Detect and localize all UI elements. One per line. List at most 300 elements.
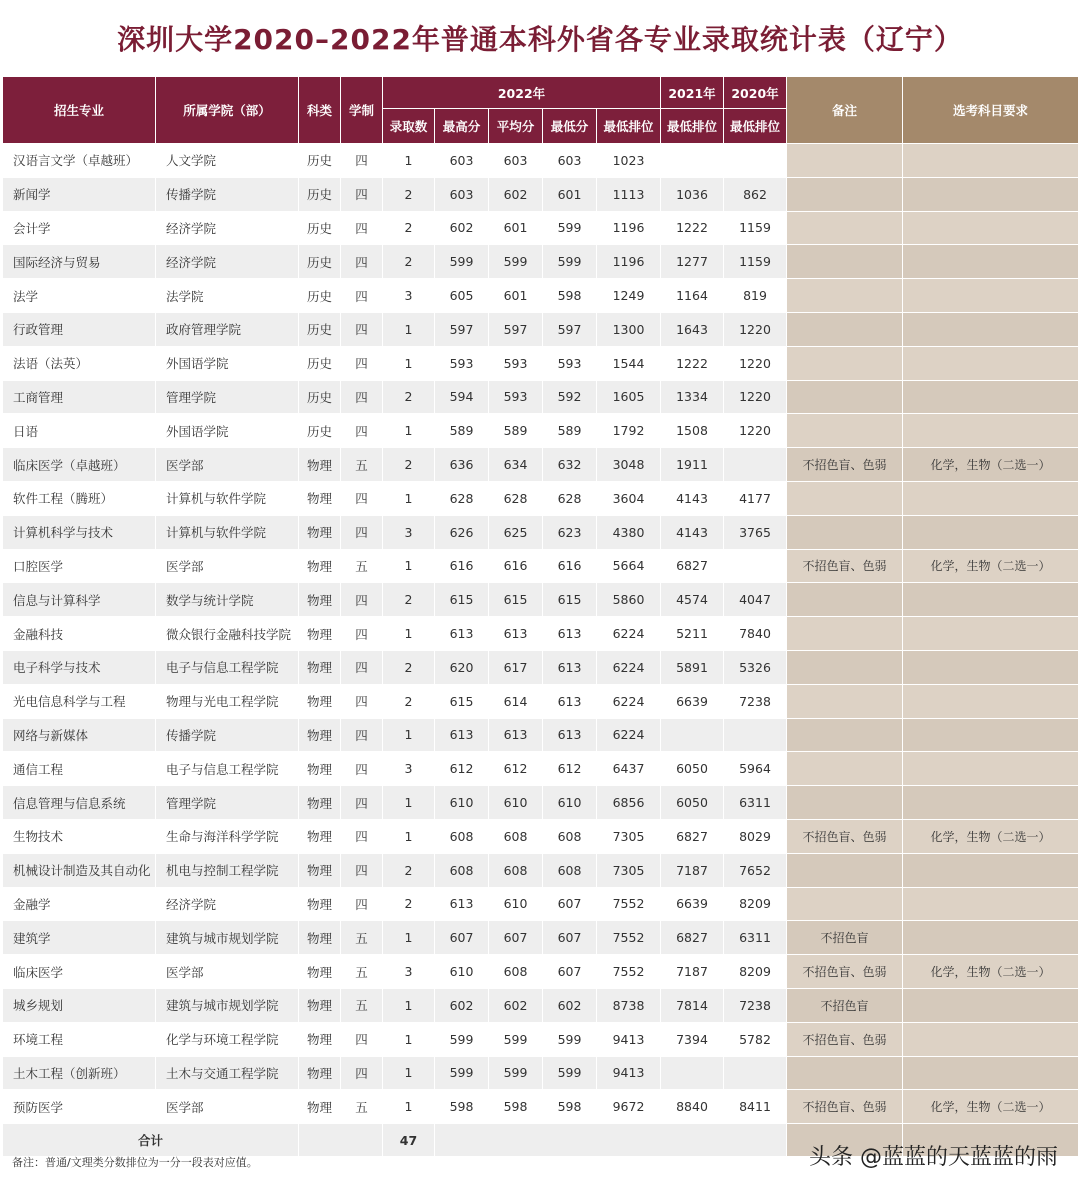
- cell-min-rank-2020: 1220: [724, 380, 787, 414]
- cell-remark: 不招色盲、色弱: [787, 1022, 903, 1056]
- cell-major: 环境工程: [3, 1022, 156, 1056]
- header-avg-score: 平均分: [489, 109, 543, 144]
- cell-major: 机械设计制造及其自动化: [3, 853, 156, 887]
- cell-min-rank-2022: 7552: [597, 955, 661, 989]
- cell-max-score: 626: [435, 515, 489, 549]
- cell-subject: 物理: [299, 549, 341, 583]
- cell-admitted: 1: [383, 414, 435, 448]
- cell-subject: 历史: [299, 211, 341, 245]
- cell-min-rank-2021: 7187: [661, 853, 724, 887]
- cell-years: 四: [341, 211, 383, 245]
- cell-avg-score: 599: [489, 245, 543, 279]
- cell-major: 建筑学: [3, 921, 156, 955]
- cell-major: 工商管理: [3, 380, 156, 414]
- cell-remark: [787, 211, 903, 245]
- cell-major: 土木工程（创新班）: [3, 1056, 156, 1090]
- cell-major: 电子科学与技术: [3, 650, 156, 684]
- cell-admitted: 1: [383, 481, 435, 515]
- cell-years: 四: [341, 414, 383, 448]
- cell-min-rank-2022: 1023: [597, 144, 661, 178]
- table-row: [3, 144, 1079, 178]
- cell-subject: 物理: [299, 887, 341, 921]
- cell-min-score: 608: [543, 819, 597, 853]
- header-subject-req: 选考科目要求: [903, 77, 1079, 144]
- cell-remark: 不招色盲、色弱: [787, 1090, 903, 1124]
- cell-min-score: 598: [543, 1090, 597, 1124]
- cell-avg-score: 608: [489, 819, 543, 853]
- cell-min-rank-2020: 1220: [724, 414, 787, 448]
- cell-max-score: 602: [435, 211, 489, 245]
- cell-min-score: 607: [543, 887, 597, 921]
- cell-max-score: 616: [435, 549, 489, 583]
- cell-college: 土木与交通工程学院: [156, 1056, 299, 1090]
- cell-subject-req: [903, 279, 1079, 313]
- cell-max-score: 615: [435, 684, 489, 718]
- cell-min-rank-2021: 1643: [661, 312, 724, 346]
- cell-subject-req: [903, 414, 1079, 448]
- cell-min-score: 632: [543, 448, 597, 482]
- cell-subject-req: [903, 312, 1079, 346]
- cell-remark: [787, 718, 903, 752]
- cell-subject: 历史: [299, 177, 341, 211]
- cell-major: 生物技术: [3, 819, 156, 853]
- cell-college: 电子与信息工程学院: [156, 752, 299, 786]
- cell-admitted: 2: [383, 211, 435, 245]
- cell-avg-score: 612: [489, 752, 543, 786]
- cell-subject-req: [903, 144, 1079, 178]
- footnote: 备注：普通/文理类分数排位为一分一段表对应值。: [12, 1156, 258, 1169]
- cell-min-rank-2021: 1222: [661, 211, 724, 245]
- cell-max-score: 636: [435, 448, 489, 482]
- cell-min-rank-2020: 8209: [724, 955, 787, 989]
- cell-major: 行政管理: [3, 312, 156, 346]
- cell-min-rank-2021: 1222: [661, 346, 724, 380]
- cell-min-rank-2020: 1220: [724, 312, 787, 346]
- cell-min-rank-2022: 1249: [597, 279, 661, 313]
- table-row: [3, 786, 1079, 820]
- cell-max-score: 608: [435, 819, 489, 853]
- cell-avg-score: 603: [489, 144, 543, 178]
- cell-min-rank-2022: 6437: [597, 752, 661, 786]
- header-remark: 备注: [787, 77, 903, 144]
- cell-admitted: 2: [383, 380, 435, 414]
- cell-min-score: 599: [543, 1056, 597, 1090]
- cell-min-rank-2020: [724, 1056, 787, 1090]
- cell-major: 计算机科学与技术: [3, 515, 156, 549]
- cell-years: 四: [341, 380, 383, 414]
- cell-years: 四: [341, 177, 383, 211]
- cell-min-rank-2021: [661, 718, 724, 752]
- cell-avg-score: 610: [489, 887, 543, 921]
- cell-max-score: 597: [435, 312, 489, 346]
- cell-min-rank-2021: 6050: [661, 752, 724, 786]
- cell-min-rank-2022: 6224: [597, 718, 661, 752]
- cell-major: 金融科技: [3, 617, 156, 651]
- cell-min-rank-2022: 1196: [597, 245, 661, 279]
- cell-subject: 物理: [299, 921, 341, 955]
- cell-admitted: 1: [383, 1022, 435, 1056]
- cell-min-rank-2021: 6639: [661, 684, 724, 718]
- cell-major: 法学: [3, 279, 156, 313]
- cell-min-score: 599: [543, 1022, 597, 1056]
- table-row: [3, 1090, 1079, 1124]
- cell-subject-req: [903, 515, 1079, 549]
- table-row: [3, 684, 1079, 718]
- cell-subject: 物理: [299, 988, 341, 1022]
- cell-max-score: 620: [435, 650, 489, 684]
- cell-min-rank-2021: 1164: [661, 279, 724, 313]
- cell-subject: 物理: [299, 1022, 341, 1056]
- cell-years: 四: [341, 312, 383, 346]
- cell-min-score: 615: [543, 583, 597, 617]
- cell-min-rank-2021: 6050: [661, 786, 724, 820]
- cell-avg-score: 602: [489, 988, 543, 1022]
- cell-subject-req: [903, 853, 1079, 887]
- cell-subject-req: 化学，生物（二选一）: [903, 955, 1079, 989]
- cell-min-score: 610: [543, 786, 597, 820]
- cell-remark: [787, 853, 903, 887]
- cell-min-rank-2020: 7238: [724, 684, 787, 718]
- cell-major: 临床医学: [3, 955, 156, 989]
- cell-college: 传播学院: [156, 177, 299, 211]
- cell-avg-score: 597: [489, 312, 543, 346]
- cell-avg-score: 608: [489, 853, 543, 887]
- cell-admitted: 1: [383, 144, 435, 178]
- cell-college: 建筑与城市规划学院: [156, 921, 299, 955]
- cell-min-rank-2020: [724, 549, 787, 583]
- header-years: 学制: [341, 77, 383, 144]
- cell-college: 化学与环境工程学院: [156, 1022, 299, 1056]
- cell-remark: [787, 414, 903, 448]
- cell-years: 五: [341, 955, 383, 989]
- cell-remark: 不招色盲、色弱: [787, 549, 903, 583]
- cell-admitted: 1: [383, 346, 435, 380]
- cell-min-rank-2022: 6224: [597, 684, 661, 718]
- table-row: [3, 988, 1079, 1022]
- cell-major: 金融学: [3, 887, 156, 921]
- cell-admitted: 2: [383, 650, 435, 684]
- cell-avg-score: 601: [489, 211, 543, 245]
- cell-remark: [787, 1056, 903, 1090]
- table-row: [3, 211, 1079, 245]
- cell-remark: [787, 617, 903, 651]
- cell-remark: [787, 144, 903, 178]
- cell-subject: 物理: [299, 448, 341, 482]
- cell-remark: 不招色盲: [787, 921, 903, 955]
- table-row: [3, 583, 1079, 617]
- cell-min-rank-2021: 6827: [661, 549, 724, 583]
- cell-max-score: 610: [435, 955, 489, 989]
- total-value: 47: [383, 1124, 435, 1157]
- total-empty: [435, 1124, 787, 1157]
- cell-remark: [787, 481, 903, 515]
- cell-college: 法学院: [156, 279, 299, 313]
- cell-major: 通信工程: [3, 752, 156, 786]
- cell-avg-score: 615: [489, 583, 543, 617]
- cell-min-rank-2020: 4047: [724, 583, 787, 617]
- cell-college: 经济学院: [156, 887, 299, 921]
- cell-years: 四: [341, 346, 383, 380]
- cell-min-rank-2021: 5211: [661, 617, 724, 651]
- cell-major: 城乡规划: [3, 988, 156, 1022]
- cell-major: 网络与新媒体: [3, 718, 156, 752]
- cell-admitted: 2: [383, 177, 435, 211]
- total-empty: [299, 1124, 383, 1157]
- cell-major: 预防医学: [3, 1090, 156, 1124]
- cell-min-rank-2022: 1196: [597, 211, 661, 245]
- cell-min-rank-2022: 9413: [597, 1056, 661, 1090]
- cell-admitted: 1: [383, 988, 435, 1022]
- cell-max-score: 603: [435, 144, 489, 178]
- cell-subject-req: [903, 481, 1079, 515]
- cell-min-rank-2021: 8840: [661, 1090, 724, 1124]
- cell-college: 计算机与软件学院: [156, 515, 299, 549]
- cell-min-rank-2022: 1605: [597, 380, 661, 414]
- cell-min-rank-2022: 6856: [597, 786, 661, 820]
- cell-min-rank-2022: 3604: [597, 481, 661, 515]
- header-major: 招生专业: [3, 77, 156, 144]
- cell-remark: 不招色盲: [787, 988, 903, 1022]
- table-row: [3, 414, 1079, 448]
- cell-college: 外国语学院: [156, 346, 299, 380]
- cell-max-score: 608: [435, 853, 489, 887]
- cell-subject-req: 化学，生物（二选一）: [903, 549, 1079, 583]
- cell-subject-req: 化学，生物（二选一）: [903, 448, 1079, 482]
- cell-college: 管理学院: [156, 380, 299, 414]
- cell-major: 日语: [3, 414, 156, 448]
- cell-college: 外国语学院: [156, 414, 299, 448]
- cell-college: 经济学院: [156, 211, 299, 245]
- cell-subject-req: [903, 245, 1079, 279]
- cell-avg-score: 616: [489, 549, 543, 583]
- cell-avg-score: 617: [489, 650, 543, 684]
- cell-min-rank-2020: 6311: [724, 921, 787, 955]
- cell-min-rank-2021: 7814: [661, 988, 724, 1022]
- table-row: [3, 515, 1079, 549]
- cell-min-rank-2021: [661, 1056, 724, 1090]
- cell-min-rank-2022: 1792: [597, 414, 661, 448]
- cell-min-rank-2022: 7305: [597, 853, 661, 887]
- cell-subject: 物理: [299, 752, 341, 786]
- cell-years: 四: [341, 650, 383, 684]
- cell-subject: 历史: [299, 346, 341, 380]
- table-row: [3, 819, 1079, 853]
- cell-subject-req: [903, 718, 1079, 752]
- cell-min-rank-2020: 7652: [724, 853, 787, 887]
- cell-max-score: 598: [435, 1090, 489, 1124]
- table-row: [3, 955, 1079, 989]
- cell-major: 临床医学（卓越班）: [3, 448, 156, 482]
- cell-subject-req: [903, 617, 1079, 651]
- cell-major: 法语（法英）: [3, 346, 156, 380]
- cell-remark: 不招色盲、色弱: [787, 955, 903, 989]
- cell-years: 五: [341, 448, 383, 482]
- cell-max-score: 593: [435, 346, 489, 380]
- cell-admitted: 2: [383, 245, 435, 279]
- cell-admitted: 1: [383, 819, 435, 853]
- cell-years: 四: [341, 144, 383, 178]
- cell-subject-req: [903, 650, 1079, 684]
- cell-min-score: 616: [543, 549, 597, 583]
- cell-years: 四: [341, 718, 383, 752]
- cell-min-rank-2022: 5860: [597, 583, 661, 617]
- cell-min-rank-2022: 4380: [597, 515, 661, 549]
- header-max-score: 最高分: [435, 109, 489, 144]
- header-min-rank-2021: 最低排位: [661, 109, 724, 144]
- cell-subject-req: [903, 684, 1079, 718]
- cell-subject-req: [903, 786, 1079, 820]
- cell-min-rank-2022: 7552: [597, 921, 661, 955]
- cell-years: 四: [341, 786, 383, 820]
- cell-remark: [787, 380, 903, 414]
- cell-college: 电子与信息工程学院: [156, 650, 299, 684]
- cell-avg-score: 599: [489, 1056, 543, 1090]
- cell-years: 四: [341, 245, 383, 279]
- source-watermark: 头条 @蓝蓝的天蓝蓝的雨: [809, 1145, 1058, 1170]
- header-2021: 2021年: [661, 77, 724, 109]
- cell-major: 汉语言文学（卓越班）: [3, 144, 156, 178]
- cell-admitted: 2: [383, 887, 435, 921]
- cell-years: 四: [341, 752, 383, 786]
- cell-years: 四: [341, 853, 383, 887]
- cell-max-score: 594: [435, 380, 489, 414]
- cell-avg-score: 614: [489, 684, 543, 718]
- cell-min-rank-2020: 1220: [724, 346, 787, 380]
- cell-college: 人文学院: [156, 144, 299, 178]
- cell-major: 口腔医学: [3, 549, 156, 583]
- cell-years: 四: [341, 1056, 383, 1090]
- cell-avg-score: 634: [489, 448, 543, 482]
- cell-subject: 物理: [299, 1090, 341, 1124]
- cell-min-rank-2021: 1334: [661, 380, 724, 414]
- table-row: [3, 279, 1079, 313]
- table-body: [3, 144, 1079, 1157]
- cell-admitted: 1: [383, 921, 435, 955]
- cell-min-rank-2020: 5782: [724, 1022, 787, 1056]
- cell-min-rank-2021: 6639: [661, 887, 724, 921]
- header-min-score: 最低分: [543, 109, 597, 144]
- table-row: [3, 245, 1079, 279]
- cell-years: 四: [341, 1022, 383, 1056]
- cell-max-score: 613: [435, 617, 489, 651]
- cell-min-rank-2020: 6311: [724, 786, 787, 820]
- cell-min-rank-2022: 7552: [597, 887, 661, 921]
- cell-min-rank-2021: 6827: [661, 921, 724, 955]
- cell-years: 四: [341, 887, 383, 921]
- cell-college: 管理学院: [156, 786, 299, 820]
- cell-admitted: 3: [383, 515, 435, 549]
- cell-min-rank-2021: 4574: [661, 583, 724, 617]
- cell-min-score: 597: [543, 312, 597, 346]
- cell-subject: 物理: [299, 718, 341, 752]
- cell-major: 国际经济与贸易: [3, 245, 156, 279]
- cell-min-score: 613: [543, 650, 597, 684]
- cell-min-rank-2021: 1508: [661, 414, 724, 448]
- cell-years: 四: [341, 684, 383, 718]
- cell-remark: [787, 887, 903, 921]
- cell-remark: [787, 346, 903, 380]
- cell-admitted: 3: [383, 752, 435, 786]
- cell-subject: 物理: [299, 617, 341, 651]
- cell-max-score: 603: [435, 177, 489, 211]
- table-row: [3, 617, 1079, 651]
- cell-major: 会计学: [3, 211, 156, 245]
- cell-min-score: 589: [543, 414, 597, 448]
- cell-min-score: 602: [543, 988, 597, 1022]
- cell-min-score: 608: [543, 853, 597, 887]
- cell-max-score: 599: [435, 245, 489, 279]
- cell-years: 五: [341, 1090, 383, 1124]
- cell-max-score: 605: [435, 279, 489, 313]
- cell-max-score: 602: [435, 988, 489, 1022]
- cell-admitted: 1: [383, 1056, 435, 1090]
- cell-college: 医学部: [156, 549, 299, 583]
- cell-admitted: 1: [383, 549, 435, 583]
- cell-remark: [787, 279, 903, 313]
- cell-admitted: 1: [383, 312, 435, 346]
- cell-subject-req: [903, 1022, 1079, 1056]
- cell-min-rank-2020: 8029: [724, 819, 787, 853]
- cell-min-score: 628: [543, 481, 597, 515]
- cell-college: 微众银行金融科技学院: [156, 617, 299, 651]
- table-row: [3, 921, 1079, 955]
- cell-college: 生命与海洋科学学院: [156, 819, 299, 853]
- cell-min-score: 623: [543, 515, 597, 549]
- cell-subject: 历史: [299, 380, 341, 414]
- cell-min-rank-2020: 5326: [724, 650, 787, 684]
- table-row: [3, 853, 1079, 887]
- cell-admitted: 1: [383, 718, 435, 752]
- cell-max-score: 599: [435, 1022, 489, 1056]
- cell-years: 四: [341, 617, 383, 651]
- cell-years: 五: [341, 549, 383, 583]
- cell-subject: 历史: [299, 245, 341, 279]
- cell-min-rank-2021: 7187: [661, 955, 724, 989]
- cell-college: 建筑与城市规划学院: [156, 988, 299, 1022]
- cell-min-rank-2020: 819: [724, 279, 787, 313]
- cell-min-rank-2021: 4143: [661, 481, 724, 515]
- cell-admitted: 1: [383, 617, 435, 651]
- cell-admitted: 3: [383, 279, 435, 313]
- cell-min-rank-2020: 862: [724, 177, 787, 211]
- cell-subject-req: [903, 211, 1079, 245]
- header-admitted: 录取数: [383, 109, 435, 144]
- cell-subject-req: [903, 177, 1079, 211]
- cell-min-rank-2022: 7305: [597, 819, 661, 853]
- cell-min-score: 601: [543, 177, 597, 211]
- cell-subject: 历史: [299, 414, 341, 448]
- cell-years: 四: [341, 583, 383, 617]
- cell-subject-req: 化学，生物（二选一）: [903, 1090, 1079, 1124]
- cell-years: 四: [341, 515, 383, 549]
- cell-min-score: 607: [543, 955, 597, 989]
- header-2022: 2022年: [383, 77, 661, 109]
- cell-major: 软件工程（腾班）: [3, 481, 156, 515]
- cell-min-score: 612: [543, 752, 597, 786]
- cell-min-score: 592: [543, 380, 597, 414]
- cell-remark: [787, 312, 903, 346]
- table-row: [3, 346, 1079, 380]
- cell-min-rank-2021: 4143: [661, 515, 724, 549]
- header-min-rank-2022: 最低排位: [597, 109, 661, 144]
- cell-min-rank-2022: 6224: [597, 650, 661, 684]
- cell-college: 医学部: [156, 1090, 299, 1124]
- cell-college: 物理与光电工程学院: [156, 684, 299, 718]
- cell-major: 信息与计算科学: [3, 583, 156, 617]
- cell-subject-req: [903, 988, 1079, 1022]
- cell-min-score: 613: [543, 718, 597, 752]
- cell-subject-req: [903, 1056, 1079, 1090]
